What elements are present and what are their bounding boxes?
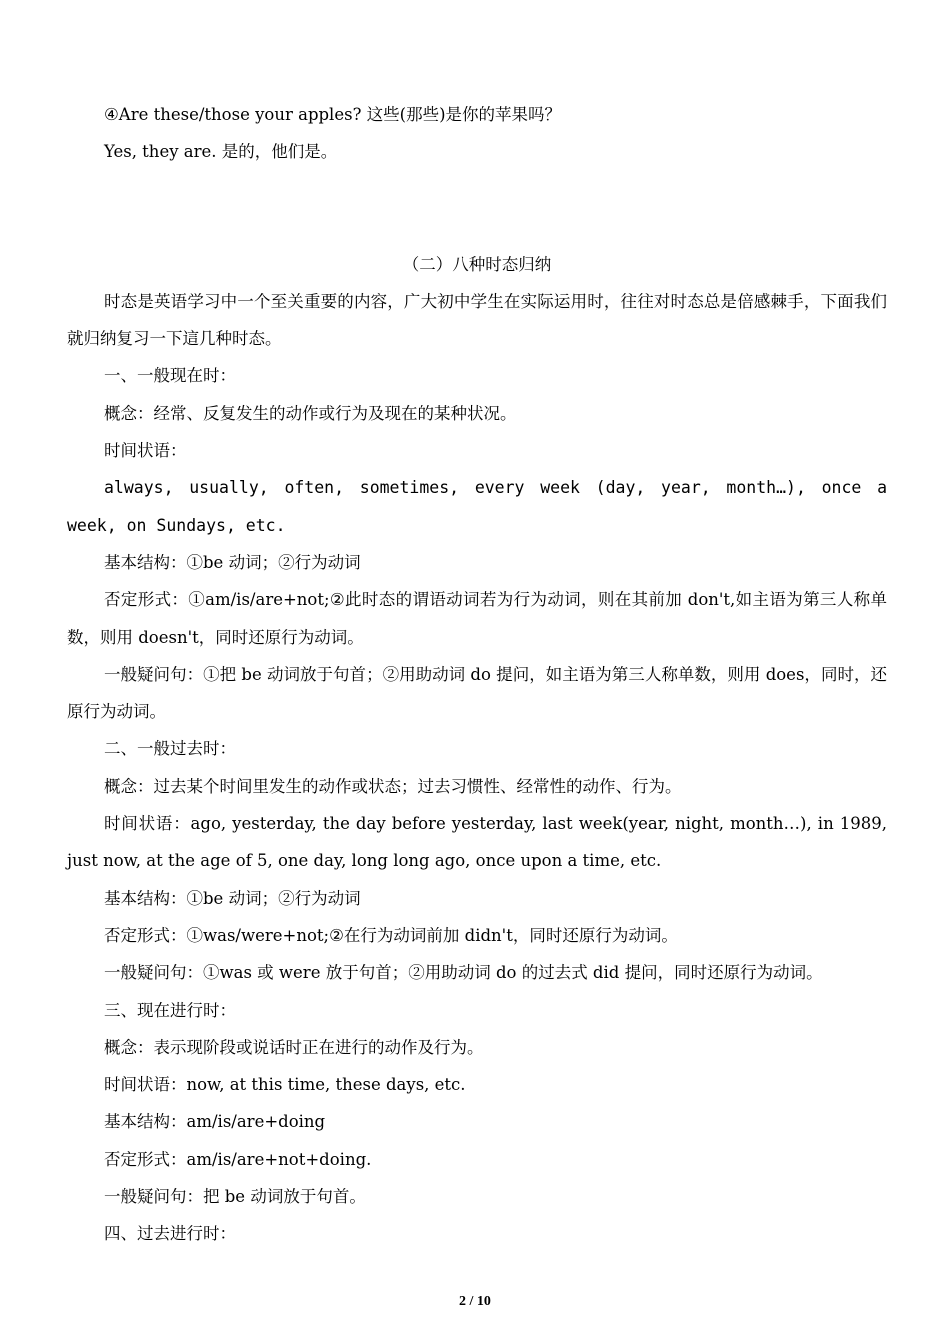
heading-past-continuous: 四、过去进行时：	[104, 1224, 236, 1244]
simple-present-concept: 概念：经常、反复发生的动作或行为及现在的某种状况。	[104, 403, 517, 423]
present-continuous-adverbials: 时间状语：now, at this time, these days, etc.	[104, 1075, 466, 1095]
simple-past-negative: 否定形式：①was/were+not;②在行为动词前加 didn't，同时还原行为动词。	[104, 925, 678, 945]
simple-past-question: 一般疑问句：①was 或 were 放于句首；②用助动词 do 的过去式 did 提问，同时还原行为动词。	[104, 963, 823, 983]
present-continuous-negative: 否定形式：am/is/are+not+doing.	[104, 1149, 372, 1169]
present-continuous-question: 一般疑问句：把 be 动词放于句首。	[104, 1187, 366, 1207]
simple-present-adverbials-label: 时间状语：	[104, 441, 187, 461]
simple-present-negative: 否定形式：①am/is/are+not;②此时态的谓语动词若为行为动词，则在其前加 don't,如主语为第三人称单数，则用 doesn't，同时还原行为动词。	[67, 590, 887, 647]
simple-past-structure: 基本结构：①be 动词；②行为动词	[104, 888, 361, 908]
example-answer-line: Yes, they are. 是的，他们是。	[104, 142, 338, 162]
heading-simple-past: 二、一般过去时：	[104, 739, 236, 759]
intro-paragraph: 时态是英语学习中一个至关重要的内容，广大初中学生在实际运用时，往往对时态总是倍感棘手，下面我们就归纳复习一下這几种时态。	[67, 291, 887, 349]
simple-past-concept: 概念：过去某个时间里发生的动作或状态；过去习惯性、经常性的动作、行为。	[104, 776, 682, 796]
example-question-line: ④Are these/those your apples? 这些(那些)是你的苹果吗？	[104, 105, 562, 124]
page-number: 2 / 10	[459, 1294, 491, 1309]
section-title: （二）八种时态归纳	[402, 254, 552, 274]
simple-present-adverbials: always, usually, often, sometimes, every week (day, year, month…), once a week, on Sundays, etc.	[67, 478, 887, 535]
heading-simple-present: 一、一般现在时：	[104, 366, 236, 386]
heading-present-continuous: 三、现在进行时：	[104, 1000, 236, 1020]
simple-present-structure: 基本结构：①be 动词；②行为动词	[104, 552, 361, 572]
document-page	[67, 96, 887, 1253]
section-gap	[67, 171, 887, 246]
present-continuous-concept: 概念：表示现阶段或说话时正在进行的动作及行为。	[104, 1037, 484, 1057]
simple-past-adverbials: 时间状语：ago, yesterday, the day before yesterday, last week(year, night, month…), in 1989, just now, at the age of 5, one day, long long ago, once upon a time, etc.	[67, 814, 887, 871]
present-continuous-structure: 基本结构：am/is/are+doing	[104, 1112, 326, 1132]
simple-present-question: 一般疑问句：①把 be 动词放于句首；②用助动词 do 提问，如主语为第三人称单数，则用 does，同时，还原行为动词。	[67, 664, 887, 722]
